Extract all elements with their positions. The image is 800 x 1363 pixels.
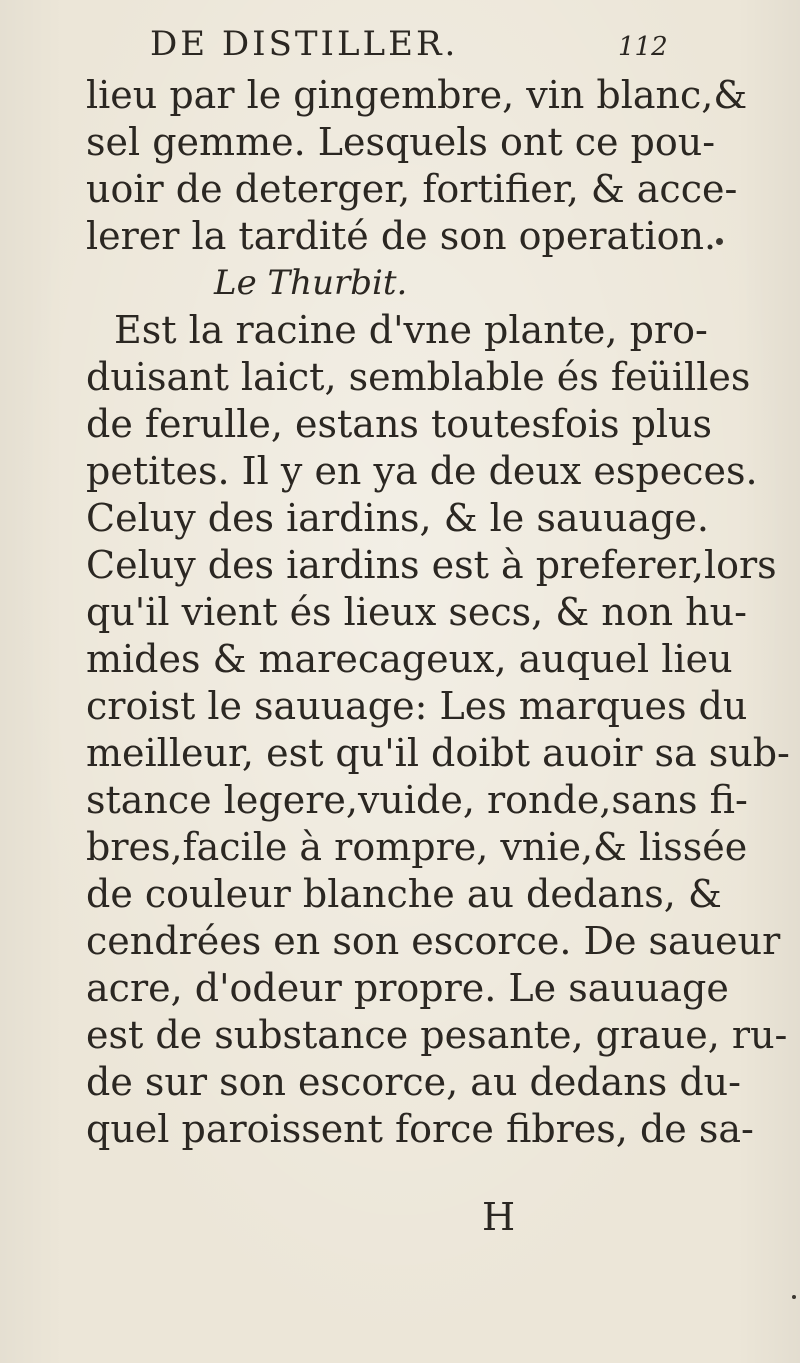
text-line: de ferulle, estans toutesfois plus [86,402,713,446]
text-line: Celuy des iardins, & le sauuage. [86,496,709,540]
text-line: Est la racine d'vne plante, pro- [114,308,708,352]
text-line: lieu par le gingembre, vin blanc,& [86,73,748,117]
text-line: uoir de deterger, fortifier, & acce- [86,167,738,211]
running-head-title: DE DISTILLER. [150,24,459,64]
text-line: quel paroissent force fibres, de sa- [86,1107,754,1151]
text-line: cendrées en son escorce. De saueur [86,919,781,963]
text-line: bres,facile à rompre, vnie,& lissée [86,825,748,869]
page-number: 112 [618,32,668,62]
section-heading: Le Thurbit. [214,263,408,303]
text-line: de couleur blanche au dedans, & [86,872,722,916]
text-line: est de substance pesante, graue, ru- [86,1013,788,1057]
running-head [0,14,800,74]
text-line: qu'il vient és lieux secs, & non hu- [86,590,747,634]
text-line: meilleur, est qu'il doibt auoir sa sub- [86,731,790,775]
text-line: stance legere,vuide, ronde,sans fi- [86,778,748,822]
text-line: acre, d'odeur propre. Le sauuage [86,966,729,1010]
text-line: croist le sauuage: Les marques du [86,684,748,728]
text-line: petites. Il y en ya de deux especes. [86,449,758,493]
text-line: mides & marecageux, auquel lieu [86,637,733,681]
text-line: duisant laict, semblable és feüilles [86,355,751,399]
text-line: sel gemme. Lesquels ont ce pou- [86,120,716,164]
ink-speck [792,1295,796,1299]
body-text [86,72,790,1153]
text-line: de sur son escorce, au dedans du- [86,1060,741,1104]
signature-mark: H [482,1195,516,1239]
text-line: lerer la tardité de son operation. [86,214,717,258]
ink-speck [716,238,723,245]
text-line: Celuy des iardins est à preferer,lors [86,543,777,587]
